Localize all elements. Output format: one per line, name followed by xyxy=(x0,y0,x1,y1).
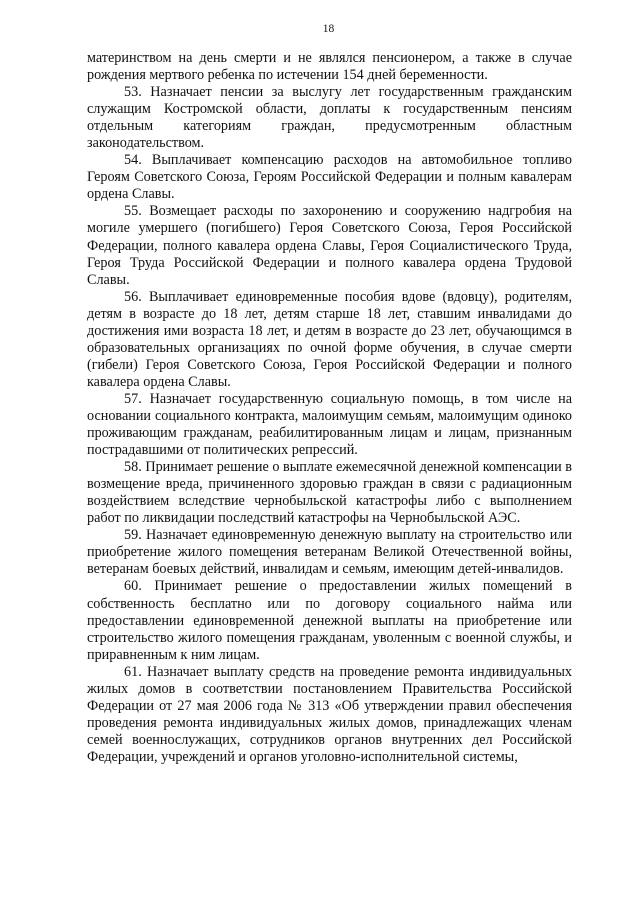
page-number: 18 xyxy=(322,23,335,35)
paragraph: 57. Назначает государственную социальную помощь, в том числе на основании социального контракта, малоимущим семьям, малоимущим одиноко проживающим гражданам, реабилитированным лицам и лицам, признанным пострадавшими от политических репрессий. xyxy=(87,390,572,459)
paragraph: 55. Возмещает расходы по захоронению и сооружению надгробия на могиле умершего (погибшего) Героя Советского Союза, Героя Российской Федерации, полного кавалера ордена Славы, Героя Социалистического Труда, Героя Труда Российской Федерации и полного кавалера ордена Трудовой Славы. xyxy=(87,203,572,288)
paragraph: 53. Назначает пенсии за выслугу лет государственным гражданским служащим Костромской области, доплаты к государственным пенсиям отдельным категориям граждан, предусмотренным областным законодательством. xyxy=(87,84,572,152)
document-body xyxy=(87,50,572,766)
paragraph: 60. Принимает решение о предоставлении жилых помещений в собственность бесплатно или по договору социального найма или предоставлении единовременной денежной выплаты на приобретение или строительство жилого помещения гражданам, уволенным с военной службы, и приравненным к ним лицам. xyxy=(87,578,572,663)
paragraph: 58. Принимает решение о выплате ежемесячной денежной компенсации в возмещение вреда, причиненного здоровью граждан в связи с радиационным воздействием вследствие чернобыльской катастрофы либо с выполнением работ по ликвидации последствий катастрофы на Чернобыльской АЭС. xyxy=(87,459,572,527)
paragraph: 61. Назначает выплату средств на проведение ремонта индивидуальных жилых домов в соответствии постановлением Правительства Российской Федерации от 27 мая 2006 года № 313 «Об утверждении правил обеспечения проведения ремонта индивидуальных жилых домов, принадлежащих членам семей военнослужащих, сотрудников органов внутренних дел Российской Федерации, учреждений и органов уголовно-исполнительной системы, xyxy=(87,663,572,765)
paragraph: 54. Выплачивает компенсацию расходов на автомобильное топливо Героям Советского Союза, Героям Российской Федерации и полным кавалерам ордена Славы. xyxy=(87,152,572,203)
paragraph: 56. Выплачивает единовременные пособия вдове (вдовцу), родителям, детям в возрасте до 18 лет, детям старше 18 лет, ставшим инвалидами до достижения ими возраста 18 лет, и детям в возрасте до 23 лет, обучающимся в образовательных организациях по очной форме обучения, в случае смерти (гибели) Героя Советского Союза, Героя Российской Федерации и полного кавалера ордена Славы. xyxy=(87,288,572,390)
paragraph: 59. Назначает единовременную денежную выплату на строительство или приобретение жилого помещения ветеранам Великой Отечественной войны, ветеранам боевых действий, инвалидам и семьям, имеющим детей-инвалидов. xyxy=(87,527,572,578)
paragraph: материнством на день смерти и не являлся пенсионером, а также в случае рождения мертвого ребенка по истечении 154 дней беременности. xyxy=(87,50,572,84)
